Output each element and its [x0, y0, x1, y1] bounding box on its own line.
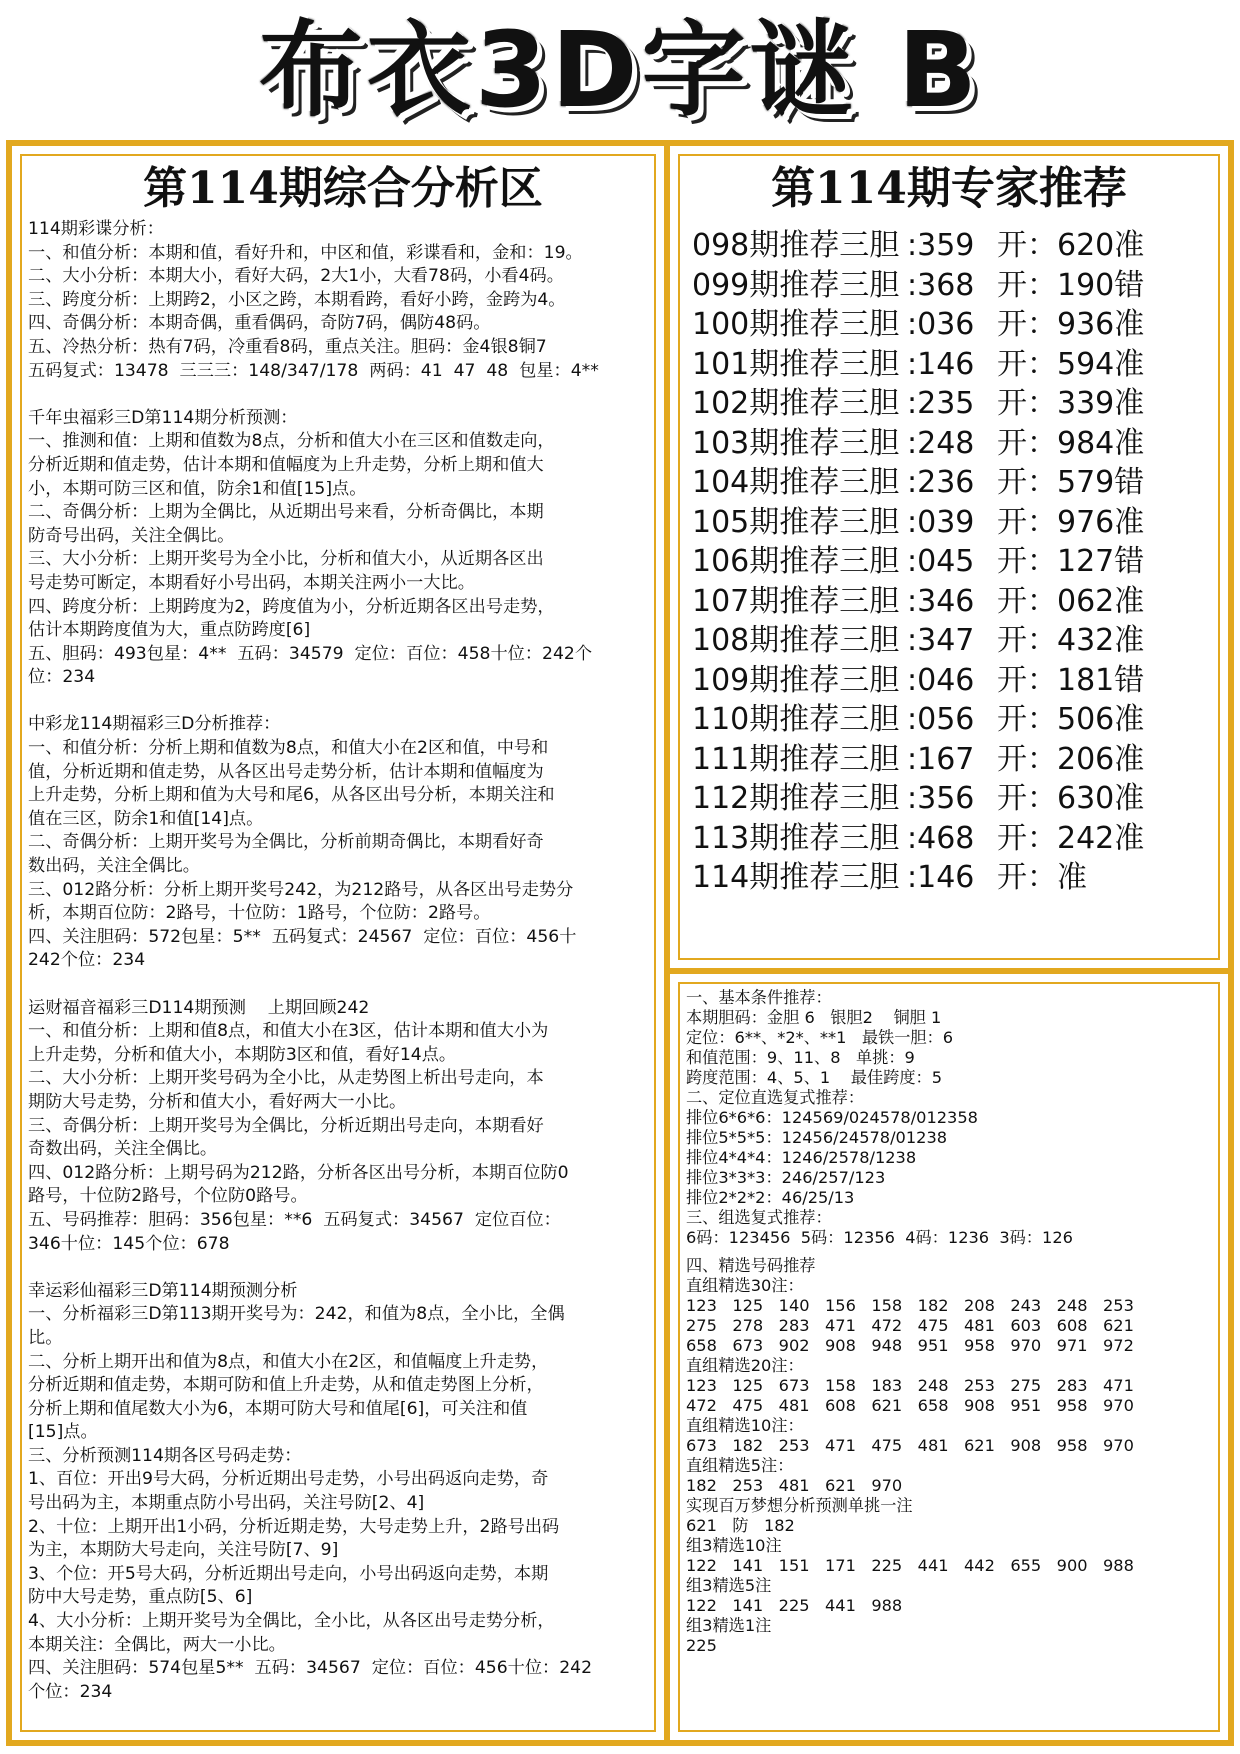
- conditions-line: 673 182 253 471 475 481 621 908 958 970: [686, 1436, 1134, 1455]
- expert-record-row: [692, 661, 1214, 701]
- page-title: 布衣3D字谜 B: [258, 9, 982, 131]
- conditions-line: 组3精选10注: [686, 1536, 782, 1555]
- conditions-line: 和值范围：9、11、8 单挑：9: [686, 1048, 915, 1067]
- analysis-line: 防奇号出码，关注全偶比。: [28, 525, 235, 546]
- analysis-line: 分析近期和值走势，估计本期和值幅度为上升走势，分析上期和值大: [28, 454, 544, 475]
- analysis-line: 四、关注胆码：574包星5** 五码：34567 定位：百位：456十位：242: [28, 1658, 593, 1679]
- record-code: :146: [907, 346, 975, 382]
- record-period: 106期推荐三胆: [692, 544, 900, 579]
- record-result: 开：242准: [997, 820, 1145, 856]
- expert-record-row: [692, 266, 1214, 306]
- record-code: :248: [907, 425, 975, 461]
- expert-record-row: [692, 305, 1214, 345]
- analysis-line: 1、百位：开出9号大码，分析近期出号走势，小号出码返向走势，奇: [28, 1469, 549, 1490]
- conditions-line: 直组精选5注：: [686, 1456, 794, 1475]
- analysis-line: 析，本期百位防：2路号，十位防：1路号，个位防：2路号。: [28, 903, 491, 924]
- record-result: 开：190错: [997, 267, 1145, 303]
- record-period: 107期推荐三胆: [692, 583, 900, 619]
- expert-record-row: [692, 463, 1214, 503]
- analysis-line: 期防大号走势，分析和值大小，看好两大一小比。: [28, 1091, 407, 1112]
- record-period: 108期推荐三胆: [692, 623, 900, 658]
- spacer: [28, 973, 668, 997]
- analysis-content: [28, 160, 668, 1704]
- conditions-line: 二、定位直选复式推荐：: [686, 1088, 865, 1107]
- conditions-content: [686, 988, 1216, 1656]
- expert-record-row: [692, 345, 1214, 385]
- analysis-line: 个位：234: [28, 1681, 113, 1702]
- analysis-line: 四、关注胆码：572包星：5** 五码复式：24567 定位：百位：456十: [28, 926, 577, 947]
- conditions-line: 四、精选号码推荐: [686, 1256, 816, 1275]
- analysis-line: 346十位：145个位：678: [28, 1233, 230, 1254]
- expert-record-row: [692, 858, 1214, 898]
- analysis-line: 为主，本期防大号走向，关注号防[7、9]: [28, 1540, 339, 1561]
- analysis-line: 三、跨度分析：上期跨2，小区之跨，本期看跨，看好小跨，金跨为4。: [28, 289, 566, 310]
- conditions-line: 621 防 182: [686, 1516, 795, 1535]
- analysis-line: 比。: [28, 1327, 63, 1348]
- analysis-line: 值在三区，防余1和值[14]点。: [28, 808, 264, 829]
- record-result: 开：准: [997, 860, 1087, 895]
- record-code: :359: [907, 228, 975, 263]
- analysis-line: 4、大小分析：上期开奖号为全偶比，全小比，从各区出号走势分析，: [28, 1611, 555, 1632]
- record-result: 开：127错: [997, 544, 1145, 579]
- record-result: 开：579错: [997, 465, 1145, 500]
- record-result: 开：506准: [997, 702, 1145, 737]
- expert-record-row: [692, 740, 1214, 780]
- record-code: :346: [907, 583, 975, 619]
- analysis-line: 中彩龙114期福彩三D分析推荐：: [28, 714, 281, 735]
- record-period: 110期推荐三胆: [692, 702, 900, 737]
- record-result: 开：181错: [997, 662, 1145, 698]
- conditions-line: 组3精选1注: [686, 1616, 772, 1635]
- analysis-line: 位：234: [28, 667, 96, 688]
- conditions-line: 122 141 151 171 225 441 442 655 900 988: [686, 1556, 1134, 1575]
- analysis-line: 小，本期可防三区和值，防余1和值[15]点。: [28, 478, 367, 499]
- analysis-line: 二、奇偶分析：上期为全偶比，从近期出号来看，分析奇偶比，本期: [28, 502, 544, 523]
- analysis-line: 运财福音福彩三D114期预测 上期回顾242: [28, 997, 370, 1018]
- conditions-line: 123 125 673 158 183 248 253 275 283 471: [686, 1376, 1134, 1395]
- analysis-line: 二、分析上期开出和值为8点，和值大小在2区，和值幅度上升走势，: [28, 1351, 549, 1372]
- conditions-line: 一、基本条件推荐：: [686, 988, 832, 1007]
- analysis-line: 分析上期和值尾数大小为6，本期可防大号和值尾[6]，可关注和值: [28, 1398, 528, 1419]
- record-result: 开：206准: [997, 741, 1145, 777]
- record-period: 103期推荐三胆: [692, 425, 900, 461]
- analysis-heading: 第114期综合分析区: [143, 163, 543, 214]
- conditions-line: 225: [686, 1636, 717, 1655]
- analysis-line: 号走势可断定，本期看好小号出码，本期关注两小一大比。: [28, 572, 475, 593]
- record-period: 111期推荐三胆: [692, 741, 900, 777]
- record-period: 112期推荐三胆: [692, 781, 900, 816]
- expert-content: [684, 160, 1214, 898]
- expert-record-row: [692, 700, 1214, 740]
- record-result: 开：062准: [997, 583, 1145, 619]
- record-code: :046: [907, 662, 975, 698]
- expert-record-row: [692, 542, 1214, 582]
- analysis-line: 一、和值分析：上期和值8点，和值大小在3区，估计本期和值大小为: [28, 1021, 549, 1042]
- analysis-line: 五、号码推荐：胆码：356包星：**6 五码复式：34567 定位百位：: [28, 1209, 561, 1230]
- expert-record-row: [692, 779, 1214, 819]
- analysis-line: 上升走势，分析和值大小，本期防3区和值，看好14点。: [28, 1044, 457, 1065]
- analysis-line: 三、分析预测114期各区号码走势：: [28, 1445, 302, 1466]
- record-code: :368: [907, 267, 975, 303]
- analysis-line: 一、和值分析：本期和值，看好升和，中区和值，彩谍看和，金和：19。: [28, 242, 583, 263]
- record-code: :036: [907, 307, 975, 342]
- analysis-line: 防中大号走势，重点防[5、6]: [28, 1587, 253, 1608]
- analysis-line: 千年虫福彩三D第114期分析预测：: [28, 407, 298, 428]
- record-code: :045: [907, 544, 975, 579]
- record-code: :039: [907, 504, 975, 540]
- record-period: 100期推荐三胆: [692, 307, 900, 342]
- record-result: 开：594准: [997, 346, 1145, 382]
- conditions-line: 6码：123456 5码：12356 4码：1236 3码：126: [686, 1228, 1073, 1247]
- analysis-line: 242个位：234: [28, 950, 146, 971]
- spacer: [686, 1248, 1216, 1256]
- record-result: 开：976准: [997, 504, 1145, 540]
- analysis-line: 五、冷热分析：热有7码，冷重看8码，重点关注。胆码：金4银8铜7: [28, 336, 547, 357]
- record-period: 098期推荐三胆: [692, 228, 900, 263]
- analysis-line: 二、奇偶分析：上期开奖号为全偶比，分析前期奇偶比，本期看好奇: [28, 832, 544, 853]
- conditions-line: 直组精选30注：: [686, 1276, 804, 1295]
- analysis-line: 二、大小分析：本期大小，看好大码，2大1小，大看78码，小看4码。: [28, 266, 564, 287]
- record-result: 开：339准: [997, 386, 1145, 421]
- analysis-line: 四、奇偶分析：本期奇偶，重看偶码，奇防7码，偶防48码。: [28, 313, 491, 334]
- expert-record-row: [692, 226, 1214, 266]
- record-period: 101期推荐三胆: [692, 346, 900, 382]
- analysis-line: 数出码，关注全偶比。: [28, 856, 200, 877]
- analysis-line: 一、推测和值：上期和值数为8点，分析和值大小在三区和值数走向，: [28, 431, 555, 452]
- analysis-line: 上升走势，分析上期和值为大号和尾6，从各区出号分析，本期关注和: [28, 785, 555, 806]
- analysis-line: 三、012路分析：分析上期开奖号242，为212路号，从各区出号走势分: [28, 879, 574, 900]
- expert-record-list: [692, 226, 1214, 898]
- analysis-line: 号出码为主，本期重点防小号出码，关注号防[2、4]: [28, 1493, 425, 1514]
- analysis-line: 二、大小分析：上期开奖号码为全小比，从走势图上析出号走向，本: [28, 1068, 544, 1089]
- analysis-line: 三、奇偶分析：上期开奖号为全偶比，分析近期出号走向，本期看好: [28, 1115, 544, 1136]
- page-title-banner: [0, 10, 1240, 130]
- analysis-line: 值，分析近期和值走势，从各区出号走势分析，估计本期和值幅度为: [28, 761, 544, 782]
- conditions-line: 直组精选20注：: [686, 1356, 804, 1375]
- expert-heading: 第114期专家推荐: [771, 163, 1127, 214]
- record-code: :146: [907, 860, 975, 895]
- conditions-line: 本期胆码：金胆 6 银胆2 铜胆 1: [686, 1008, 942, 1027]
- record-period: 114期推荐三胆: [692, 860, 900, 895]
- conditions-line: 排位2*2*2：46/25/13: [686, 1188, 855, 1207]
- spacer: [28, 383, 668, 407]
- record-result: 开：936准: [997, 307, 1145, 342]
- analysis-line: 四、跨度分析：上期跨度为2，跨度值为小，分析近期各区出号走势，: [28, 596, 555, 617]
- analysis-line: 114期彩谍分析：: [28, 219, 164, 239]
- analysis-line: 一、分析福彩三D第113期开奖号为：242，和值为8点，全小比，全偶: [28, 1304, 565, 1325]
- record-code: :235: [907, 386, 975, 421]
- record-code: :347: [907, 623, 975, 658]
- conditions-line: 275 278 283 471 472 475 481 603 608 621: [686, 1316, 1134, 1335]
- record-period: 105期推荐三胆: [692, 504, 900, 540]
- analysis-line: 奇数出码，关注全偶比。: [28, 1139, 218, 1160]
- conditions-line: 排位5*5*5：12456/24578/01238: [686, 1128, 948, 1147]
- record-period: 113期推荐三胆: [692, 820, 900, 856]
- record-result: 开：432准: [997, 623, 1145, 658]
- record-code: :056: [907, 702, 975, 737]
- analysis-line: 五码复式：13478 三三三：148/347/178 两码：41 47 48 包星：4**: [28, 360, 599, 381]
- spacer: [28, 690, 668, 714]
- analysis-line: [15]点。: [28, 1422, 98, 1443]
- spacer: [28, 1256, 668, 1280]
- conditions-line: 排位4*4*4：1246/2578/1238: [686, 1148, 917, 1167]
- conditions-line: 跨度范围：4、5、1 最佳跨度：5: [686, 1068, 943, 1087]
- analysis-line: 一、和值分析：分析上期和值数为8点，和值大小在2区和值，中号和: [28, 738, 549, 759]
- expert-record-row: [692, 819, 1214, 859]
- expert-panel: [664, 140, 1234, 974]
- analysis-line: 幸运彩仙福彩三D第114期预测分析: [28, 1280, 298, 1301]
- analysis-panel: [6, 140, 670, 1746]
- record-period: 099期推荐三胆: [692, 267, 900, 303]
- conditions-line: 直组精选10注：: [686, 1416, 804, 1435]
- record-code: :468: [907, 820, 975, 856]
- record-code: :236: [907, 465, 975, 500]
- expert-record-row: [692, 503, 1214, 543]
- record-result: 开：630准: [997, 781, 1145, 816]
- analysis-line: 本期关注：全偶比，两大一小比。: [28, 1634, 286, 1655]
- record-code: :356: [907, 781, 975, 816]
- analysis-line: 五、胆码：493包星：4** 五码：34579 定位：百位：458十位：242个: [28, 643, 593, 664]
- conditions-line: 123 125 140 156 158 182 208 243 248 253: [686, 1296, 1134, 1315]
- analysis-line: 四、012路分析：上期号码为212路，分析各区出号分析，本期百位防0: [28, 1162, 569, 1183]
- conditions-line: 定位：6**、*2*、**1 最铁一胆：6: [686, 1028, 954, 1047]
- analysis-line: 估计本期跨度值为大，重点防跨度[6]: [28, 620, 311, 641]
- conditions-line: 组3精选5注: [686, 1576, 772, 1595]
- conditions-line: 658 673 902 908 948 951 958 970 971 972: [686, 1336, 1134, 1355]
- conditions-line: 排位3*3*3：246/257/123: [686, 1168, 886, 1187]
- record-period: 102期推荐三胆: [692, 386, 900, 421]
- conditions-line: 182 253 481 621 970: [686, 1476, 903, 1495]
- analysis-line: 路号，十位防2路号，个位防0路号。: [28, 1186, 308, 1207]
- conditions-line: 122 141 225 441 988: [686, 1596, 903, 1615]
- record-period: 109期推荐三胆: [692, 662, 900, 698]
- analysis-line: 分析近期和值走势，本期可防和值上升走势，从和值走势图上分析，: [28, 1375, 544, 1396]
- conditions-line: 三、组选复式推荐：: [686, 1208, 832, 1227]
- record-result: 开：984准: [997, 425, 1145, 461]
- record-code: :167: [907, 741, 975, 777]
- expert-record-row: [692, 582, 1214, 622]
- analysis-text: [28, 218, 668, 1704]
- record-period: 104期推荐三胆: [692, 465, 900, 500]
- conditions-line: 排位6*6*6：124569/024578/012358: [686, 1108, 978, 1127]
- analysis-line: 三、大小分析：上期开奖号为全小比，分析和值大小，从近期各区出: [28, 549, 544, 570]
- record-result: 开：620准: [997, 228, 1145, 263]
- expert-record-row: [692, 384, 1214, 424]
- analysis-line: 2、十位：上期开出1小码，分析近期走势，大号走势上升，2路号出码: [28, 1516, 560, 1537]
- expert-record-row: [692, 424, 1214, 464]
- conditions-line: 472 475 481 608 621 658 908 951 958 970: [686, 1396, 1134, 1415]
- conditions-line: 实现百万梦想分析预测单挑一注: [686, 1496, 913, 1515]
- analysis-line: 3、个位：开5号大码，分析近期出号走向，小号出码返向走势，本期: [28, 1563, 549, 1584]
- conditions-panel: [664, 968, 1234, 1746]
- expert-record-row: [692, 621, 1214, 661]
